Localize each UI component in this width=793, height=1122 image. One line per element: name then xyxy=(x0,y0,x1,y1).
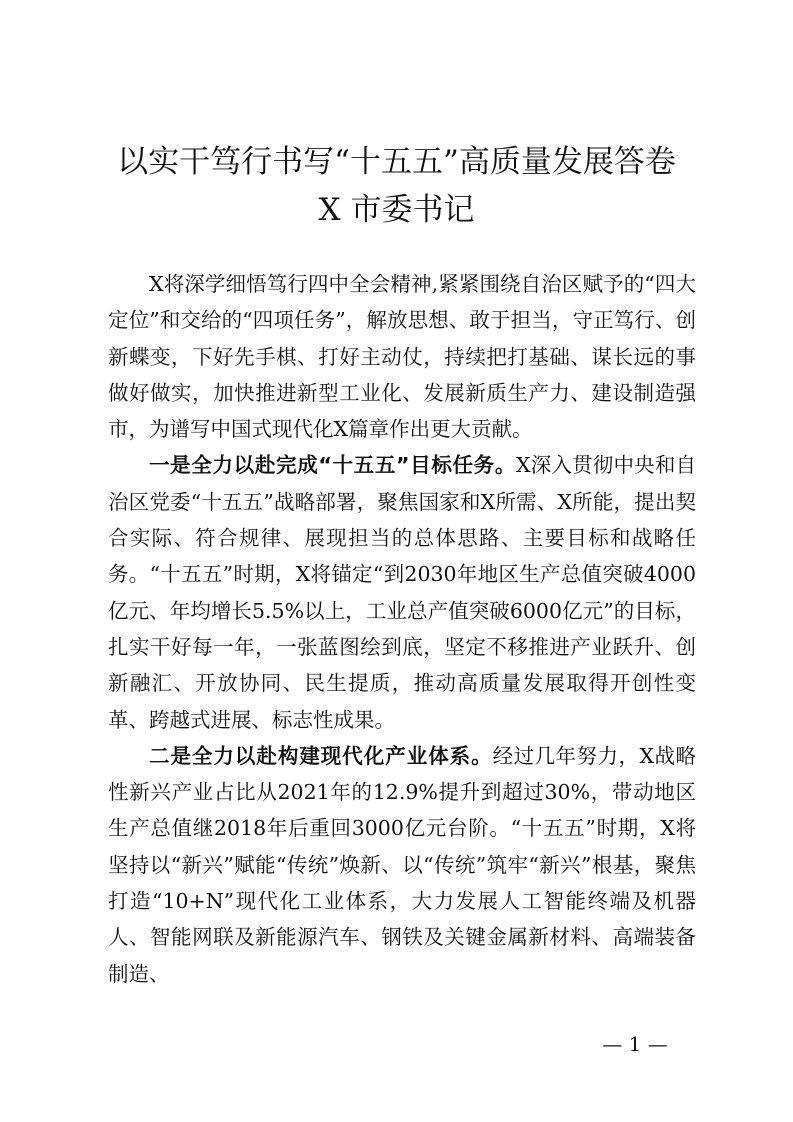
paragraph-goal-tasks xyxy=(108,447,696,737)
paragraph-lead-heading: 二是全力以赴构建现代化产业体系。 xyxy=(149,743,493,768)
paragraph-text: X深入贯彻中央和自治区党委“十五五”战略部署，聚焦国家和X所需、X所能，提出契合实际、符合规律、展现担当的总体思路、主要目标和战略任务。“十五五”时期，X将锚定“到2030年地区生产总值突破4000亿元、年均增长5.5%以上，工业总产值突破6000亿元”的目标，扎实干好每一年，一张蓝图绘到底，坚定不移推进产业跃升、创新融汇、开放协同、民生提质，推动高质量发展取得开创性变革、跨越式进展、标志性成果。 xyxy=(108,453,696,732)
paragraph-text: X将深学细悟笃行四中全会精神,紧紧围绕自治区赋予的“四大定位”和交给的“四项任务”，解放思想、敢于担当，守正笃行、创新蝶变，下好先手棋、打好主动仗，持续把打基础、谋长远的事做好做实，加快推进新型工业化、发展新质生产力、建设制造强市，为谱写中国式现代化X篇章作出更大贡献。 xyxy=(108,272,696,442)
paragraph-intro xyxy=(108,266,696,447)
document-subtitle-author: X 市委书记 xyxy=(318,192,475,228)
page-number: — 1 — xyxy=(602,1032,668,1056)
document-title: 以实干笃行书写“十五五”高质量发展答卷 xyxy=(117,144,676,180)
paragraph-text: 经过几年努力，X战略性新兴产业占比从2021年的12.9%提升到超过30%，带动地区生产总值继2018年后重回3000亿元台阶。“十五五”时期，X将坚持以“新兴”赋能“传统”焕新、以“传统”筑牢“新兴”根基，聚焦打造“10+N”现代化工业体系，大力发展人工智能终端及机器人、智能网联及新能源汽车、钢铁及关键金属新材料、高端装备制造、 xyxy=(108,743,697,986)
paragraph-lead-heading: 一是全力以赴完成“十五五”目标任务。 xyxy=(149,453,517,478)
document-body xyxy=(108,266,696,992)
paragraph-industry-system xyxy=(108,738,696,992)
